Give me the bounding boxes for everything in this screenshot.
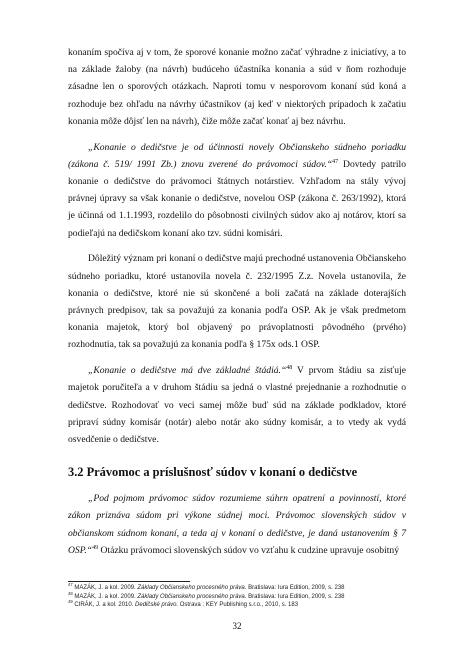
footnote-48 [68,590,413,605]
footnote-publisher: Bratislava: Iura Edition, 2009, s. 238 [246,585,345,591]
footnote-ref-48: 48 [286,365,293,372]
paragraph-3: Dôležitý význam pri konaní o dedičstve majú prechodné ustanovenia Občianskeho súdneho poriadku, ktoré ustanovila novela č. 232/1995 Z.z. Novela ustanovila, že konania o dedičstve, ktoré nie sú skončené a boli začatá na základe doterajších právnych predpisov, tak sa považujú za konania podľa OSP. Ak je však predmetom konania majetok, ktorý bol objavený po právoplatnosti pôvodného (prvého) rozhodnutia, tak sa považujú za konania podľa § 175x ods.1 OSP. [68,253,406,351]
footnote-number: 48 [68,590,73,596]
footnote-author: CIRÁK, J. a kol. 2010. [72,602,136,609]
paragraph-1: konaním spočíva aj v tom, že sporové konanie možno začať výhradne z iniciatívy, a to na základe žaloby (na návrh) budúceho účastníka konania a súd v ňom rozhoduje zásadne len o sporových otázkach. Naproti tomu v nesporovom konaní súd koná a rozhoduje bez ohľadu na návrhy účastníkov (aj keď v niektorých prípadoch k začatiu konania môže dôjsť len na návrh), čiže môže začať konať aj bez návrhu. [68,47,406,127]
footnote-author: MAZÁK, J. a kol. 2009. [72,593,138,600]
paragraph-4-text: V prvom štádiu sa zisťuje majetok poručiteľa a v druhom štádiu sa jedná o vlastné prejednanie a rozhodnutie o dedičstve. Rozhodovať vo veci samej môže buď súd na základe podkladov, ktoré pripraví súdny komisár (notár) alebo notár ako súdny komisár, a to vtedy ak vydá osvedčenie o dedičstve. [68,365,406,446]
footnote-title: Základy Občianskeho procesného práva. [137,593,247,600]
paragraph-5-text: Otázku právomoci slovenských súdov vo vzťahu k cudzine upravuje osobitný [98,544,399,556]
footnote-author: MAZÁK, J. a kol. 2009. [72,585,138,591]
footnote-publisher: Bratislava: Iura Edition, 2009, s. 238 [246,593,345,600]
paragraph-2-text: Dovtedy patrilo konanie o dedičstve do právomoci štátnych notárstiev. Vzhľadom na stály vývoj právnej úpravy sa však konanie o dedičstve, novelou OSP (zákona č. 263/1992), ktorá je účinná od 1.1.1993, rozdelilo do pôsobnosti civilných súdov ako aj notárov, ktorí sa podieľajú na dedičskom konaní ako tzv. súdni komisári. [68,158,406,239]
footnote-title: Základy Občianskeho procesného práva. [137,585,247,591]
footnote-separator [68,581,190,582]
footnote-ref-47: 47 [332,158,339,165]
quote-47: „Konanie o dedičstve je od účinnosti novely Občianskeho súdneho poriadku (zákona č. 519/ 1991 Zb.) znovu zverené do právomoci súdov.“ [68,141,406,170]
footnote-ref-49: 49 [92,544,99,551]
footnote-title: Dedičské právo. [135,602,179,609]
footnotes [68,584,413,610]
paragraph-2 [68,139,406,242]
footnote-number: 49 [68,599,73,605]
footnote-49 [68,601,413,610]
paragraph-4 [68,362,406,448]
section-heading: 3.2 Právomoc a príslušnosť súdov v konaní o dedičstve [68,465,358,480]
footnote-47 [68,584,413,593]
body-text [68,44,406,559]
footnote-number: 47 [68,582,73,587]
quote-49: „Pod pojmom právomoc súdov rozumieme súhrn opatrení a povinností, ktoré zákon priznáva súdom pri výkone súdnej moci. Právomoc slovenských súdov v občianskom súdnom konaní, a teda aj v konaní o dedičstve, je daná ustanovením § 7 OSP.“ [68,493,406,556]
paragraph-5 [68,490,406,559]
quote-48: „Konanie o dedičstve má dve základné štádiá.“ [88,365,287,377]
footnote-publisher: Ostrava : KEY Publishing s.r.o., 2010, s. 183 [178,602,299,609]
page-number: 32 [232,621,242,631]
